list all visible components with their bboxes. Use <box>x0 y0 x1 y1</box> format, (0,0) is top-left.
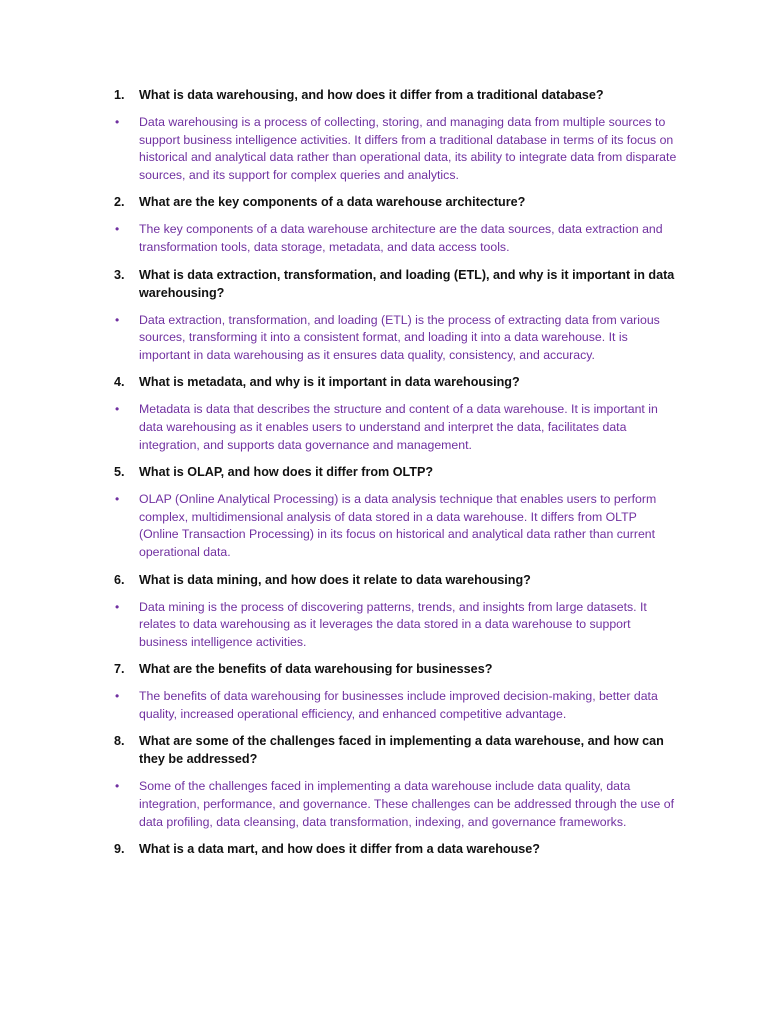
question-text: What is data extraction, transformation, and loading (ETL), and why is it important in data warehousing? <box>139 267 675 300</box>
qa-item-7 <box>114 660 678 723</box>
question-4 <box>114 373 678 391</box>
question-text: What are the benefits of data warehousing for businesses? <box>139 662 493 677</box>
question-2 <box>114 193 678 211</box>
bullet-icon: • <box>115 779 120 794</box>
question-text: What are some of the challenges faced in implementing a data warehouse, and how can they be addressed? <box>139 734 664 767</box>
bullet-icon: • <box>115 599 120 614</box>
answer-text: The benefits of data warehousing for businesses include improved decision-making, better data quality, increased operational efficiency, and enhanced competitive advantage. <box>139 689 658 721</box>
answer-8 <box>114 778 678 831</box>
bullet-icon: • <box>115 312 120 327</box>
qa-item-4 <box>114 373 678 454</box>
question-number: 3. <box>114 267 125 282</box>
qa-item-2 <box>114 193 678 256</box>
qa-item-6 <box>114 571 678 652</box>
question-8 <box>114 732 678 768</box>
question-text: What is metadata, and why is it important in data warehousing? <box>139 375 520 390</box>
qa-item-9 <box>114 840 678 858</box>
answer-text: Data mining is the process of discovering patterns, trends, and insights from large datasets. It relates to data warehousing as it leverages the data stored in a data warehouse to support business intelligence activities. <box>139 599 647 649</box>
qa-item-5 <box>114 463 678 561</box>
answer-text: Data extraction, transformation, and loading (ETL) is the process of extracting data from various sources, transforming it into a consistent format, and loading it into a data warehouse. It is important in data warehousing as it ensures data quality, consistency, and accuracy. <box>139 312 660 362</box>
question-text: What is a data mart, and how does it differ from a data warehouse? <box>139 842 540 857</box>
bullet-icon: • <box>115 689 120 704</box>
qa-list <box>114 86 678 858</box>
bullet-icon: • <box>115 492 120 507</box>
question-text: What is data mining, and how does it relate to data warehousing? <box>139 572 531 587</box>
question-number: 4. <box>114 375 125 390</box>
answer-5 <box>114 491 678 561</box>
answer-1 <box>114 114 678 184</box>
qa-item-8 <box>114 732 678 831</box>
question-7 <box>114 660 678 678</box>
question-number: 6. <box>114 572 125 587</box>
answer-text: Some of the challenges faced in implementing a data warehouse include data quality, data integration, performance, and governance. These challenges can be addressed through the use of data profiling, data cleansing, data transformation, indexing, and governance frameworks. <box>139 779 675 829</box>
question-1 <box>114 86 678 104</box>
answer-text: Metadata is data that describes the structure and content of a data warehouse. It is important in data warehousing as it enables users to understand and interpret the data, facilitates data integration, and supports data governance and management. <box>139 402 658 452</box>
question-number: 8. <box>114 734 125 749</box>
answer-6 <box>114 599 678 652</box>
question-number: 1. <box>114 88 125 102</box>
question-text: What are the key components of a data warehouse architecture? <box>139 195 526 210</box>
question-number: 2. <box>114 195 125 210</box>
bullet-icon: • <box>115 222 120 237</box>
answer-text: OLAP (Online Analytical Processing) is a data analysis technique that enables users to perform complex, multidimensional analysis of data stored in a data warehouse. It differs from OLTP (Online Transaction Processing) in its focus on historical and analytical data rather than current operational data. <box>139 492 657 559</box>
question-6 <box>114 571 678 589</box>
qa-item-1 <box>114 86 678 184</box>
bullet-icon: • <box>115 402 120 417</box>
question-text: What is OLAP, and how does it differ from OLTP? <box>139 465 434 480</box>
question-number: 5. <box>114 465 125 480</box>
question-9 <box>114 840 678 858</box>
answer-4 <box>114 401 678 454</box>
answer-text: The key components of a data warehouse architecture are the data sources, data extraction and transformation tools, data storage, metadata, and data access tools. <box>139 222 663 254</box>
answer-text: Data warehousing is a process of collecting, storing, and managing data from multiple sources to support business intelligence activities. It differs from a traditional database in terms of its focus on historical and analytical data rather than operational data, its ability to integrate data from disparate sources, and its support for complex queries and analytics. <box>139 115 677 182</box>
qa-item-3 <box>114 266 678 365</box>
question-number: 7. <box>114 662 125 677</box>
question-3 <box>114 266 678 302</box>
question-text: What is data warehousing, and how does it differ from a traditional database? <box>139 88 604 102</box>
answer-3 <box>114 312 678 365</box>
answer-7 <box>114 688 678 723</box>
bullet-icon: • <box>115 115 120 129</box>
answer-2 <box>114 221 678 256</box>
question-number: 9. <box>114 842 125 857</box>
question-5 <box>114 463 678 481</box>
